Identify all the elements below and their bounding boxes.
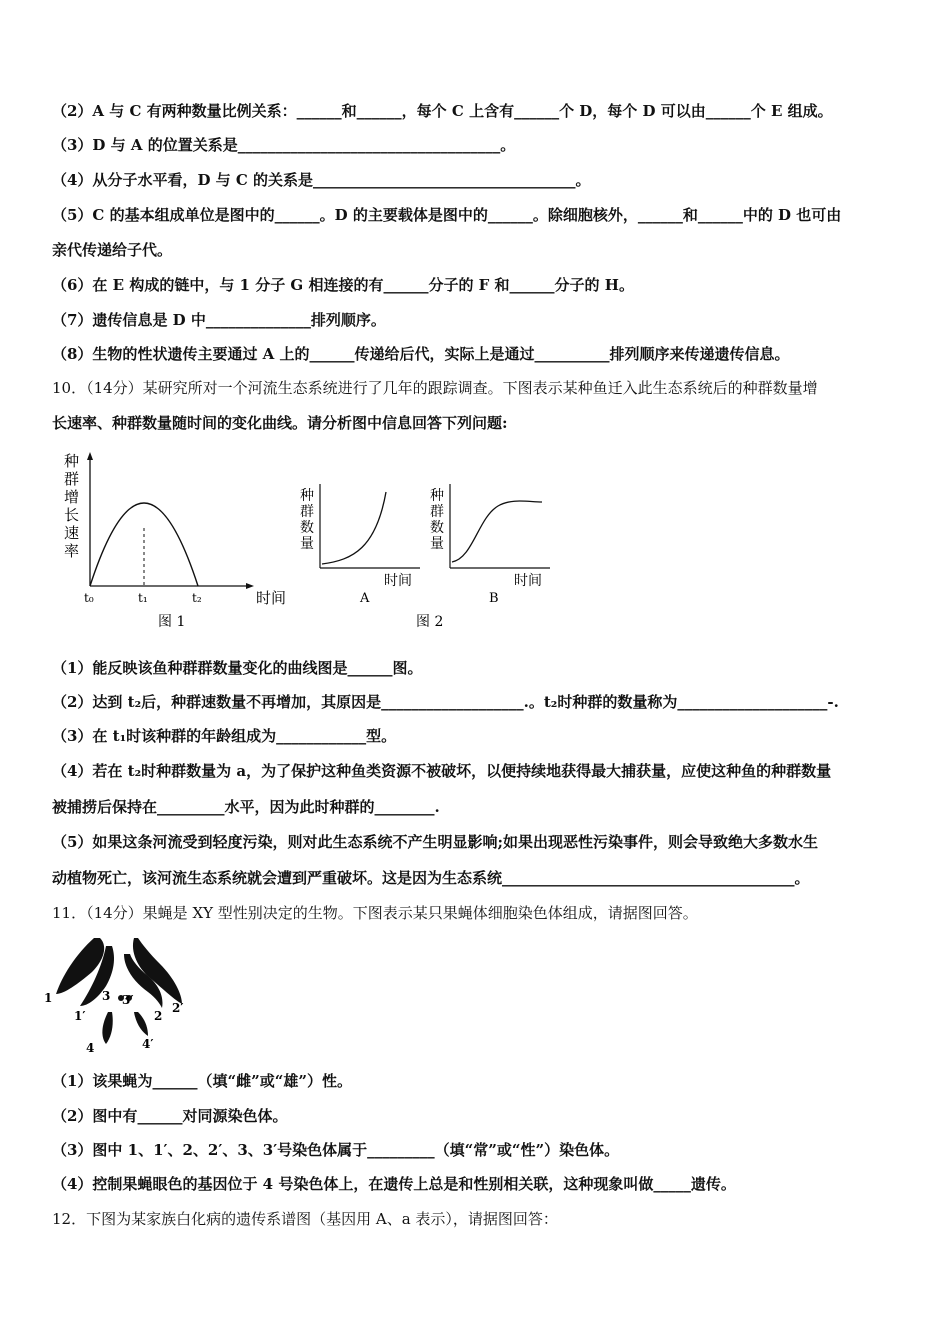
question-11-stem: 11．（14分）果蝇是 XY 型性别决定的生物。下图表示某只果蝇体细胞染色体组成，请据图回答。 bbox=[52, 904, 698, 922]
q11-part-2: （2）图中有______对同源染色体。 bbox=[52, 1107, 288, 1125]
fig2b-ylabel-char: 数 bbox=[430, 520, 444, 536]
fig2a-label: A bbox=[360, 591, 370, 606]
fig2b-s-curve bbox=[452, 501, 542, 562]
label-chromosome-1: 1 bbox=[44, 991, 53, 1005]
figure-2-population bbox=[298, 478, 558, 638]
figure-2b bbox=[416, 484, 550, 630]
q10-part-5-cont: 动植物死亡，该河流生态系统就会遭到严重破坏。这是因为生态系统_______________________________________。 bbox=[52, 869, 810, 887]
chromosome-4 bbox=[102, 1012, 112, 1044]
fig1-ylabel-char: 群 bbox=[64, 470, 80, 488]
fig2a-ylabel-char: 种 bbox=[300, 488, 314, 504]
figure-1-y-label bbox=[64, 452, 79, 560]
question-12-stem: 12．下图为某家族白化病的遗传系谱图（基因用 A、a 表示），请据图回答： bbox=[52, 1210, 558, 1228]
chromosome-4-prime bbox=[134, 1012, 148, 1036]
text-line-q9-4: （4）从分子水平看，D 与 C 的关系是___________________________________。 bbox=[52, 171, 591, 189]
text-line-q9-6: （6）在 E 构成的链中，与 1 分子 G 相连接的有______分子的 F 和______分子的 H。 bbox=[52, 276, 634, 294]
fig2a-ylabel-char: 数 bbox=[300, 520, 314, 536]
fig2a-ylabel-char: 量 bbox=[300, 536, 314, 552]
fig1-tick-t0: t₀ bbox=[84, 591, 94, 605]
fig2a-x-label: 时间 bbox=[384, 573, 412, 589]
fig2b-ylabel-char: 群 bbox=[430, 504, 444, 520]
fig1-y-arrow bbox=[87, 452, 93, 460]
fig1-caption: 图 1 bbox=[158, 614, 186, 630]
q11-part-3: （3）图中 1、1′、2、2′、3、3′号染色体属于_________（填“常”或“性”）染色体。 bbox=[52, 1141, 620, 1159]
fig1-ylabel-char: 率 bbox=[64, 542, 80, 560]
fig2a-j-curve bbox=[322, 492, 386, 564]
fig2b-ylabel-char: 种 bbox=[430, 488, 444, 504]
fig1-tick-t1: t₁ bbox=[138, 591, 148, 605]
figure-2a bbox=[300, 484, 420, 606]
q10-part-4-cont: 被捕捞后保持在_________水平，因为此时种群的________. bbox=[52, 798, 440, 816]
q10-part-1: （1）能反映该鱼种群群数量变化的曲线图是______图。 bbox=[52, 659, 423, 677]
label-chromosome-1-prime: 1′ bbox=[74, 1009, 86, 1023]
fig1-tick-t2: t₂ bbox=[192, 591, 202, 605]
fig1-ylabel-char: 长 bbox=[64, 506, 80, 524]
question-10-stem: 10．（14分）某研究所对一个河流生态系统进行了几年的跟踪调查。下图表示某种鱼迁入此生态系统后的种群数量增 bbox=[52, 379, 818, 397]
fig1-ylabel-char: 增 bbox=[64, 488, 80, 506]
q10-part-2: （2）达到 t₂后，种群速数量不再增加，其原因是___________________.。t₂时种群的数量称为____________________-. bbox=[52, 693, 839, 711]
label-chromosome-2-prime: 2′ bbox=[172, 1001, 184, 1015]
question-10-stem-cont: 长速率、种群数量随时间的变化曲线。请分析图中信息回答下列问题: bbox=[52, 414, 508, 432]
text-line-q9-5-cont: 亲代传递给子代。 bbox=[52, 241, 173, 259]
fig1-x-arrow bbox=[246, 583, 254, 589]
q10-part-5: （5）如果这条河流受到轻度污染，则对此生态系统不产生明显影响;如果出现恶性污染事件，则会导致绝大多数水生 bbox=[52, 833, 818, 851]
fig1-ylabel-char: 速 bbox=[64, 524, 80, 542]
fig2-caption: 图 2 bbox=[416, 614, 444, 630]
q10-part-3: （3）在 t₁时该种群的年龄组成为____________型。 bbox=[52, 727, 397, 745]
label-chromosome-3-prime: 3′ bbox=[122, 993, 134, 1007]
fig1-ylabel-char: 种 bbox=[64, 452, 80, 470]
text-line-q9-3: （3）D 与 A 的位置关系是___________________________________。 bbox=[52, 136, 516, 154]
fig1-x-label: 时间 bbox=[256, 589, 287, 607]
text-line-q9-7: （7）遗传信息是 D 中______________排列顺序。 bbox=[52, 311, 386, 329]
fig1-growth-curve bbox=[90, 503, 198, 586]
fig2b-label: B bbox=[489, 591, 499, 606]
label-chromosome-4: 4 bbox=[86, 1041, 95, 1055]
label-chromosome-3: 3 bbox=[102, 989, 111, 1003]
label-chromosome-4-prime: 4′ bbox=[142, 1037, 154, 1051]
fig2b-ylabel-char: 量 bbox=[430, 536, 444, 552]
text-line-q9-2: （2）A 与 C 有两种数量比例关系：______和______，每个 C 上含有______个 D，每个 D 可以由______个 E 组成。 bbox=[52, 102, 833, 120]
figure-1-growth-rate bbox=[60, 448, 305, 638]
fig2b-x-label: 时间 bbox=[514, 573, 542, 589]
q11-part-4: （4）控制果蝇眼色的基因位于 4 号染色体上，在遗传上总是和性别相关联，这种现象叫做_____遗传。 bbox=[52, 1175, 736, 1193]
q10-part-4: （4）若在 t₂时种群数量为 a，为了保护这种鱼类资源不被破坏，以便持续地获得最大捕获量，应使这种鱼的种群数量 bbox=[52, 762, 832, 780]
text-line-q9-8: （8）生物的性状遗传主要通过 A 上的______传递给后代，实际上是通过__________排列顺序来传递遗传信息。 bbox=[52, 345, 790, 363]
fruit-fly-chromosome-figure bbox=[42, 932, 202, 1062]
q11-part-1: （1）该果蝇为______（填“雌”或“雄”）性。 bbox=[52, 1072, 352, 1090]
label-chromosome-2: 2 bbox=[154, 1009, 163, 1023]
fig2a-ylabel-char: 群 bbox=[300, 504, 314, 520]
text-line-q9-5: （5）C 的基本组成单位是图中的______。D 的主要载体是图中的______。除细胞核外，______和______中的 D 也可由 bbox=[52, 206, 842, 224]
